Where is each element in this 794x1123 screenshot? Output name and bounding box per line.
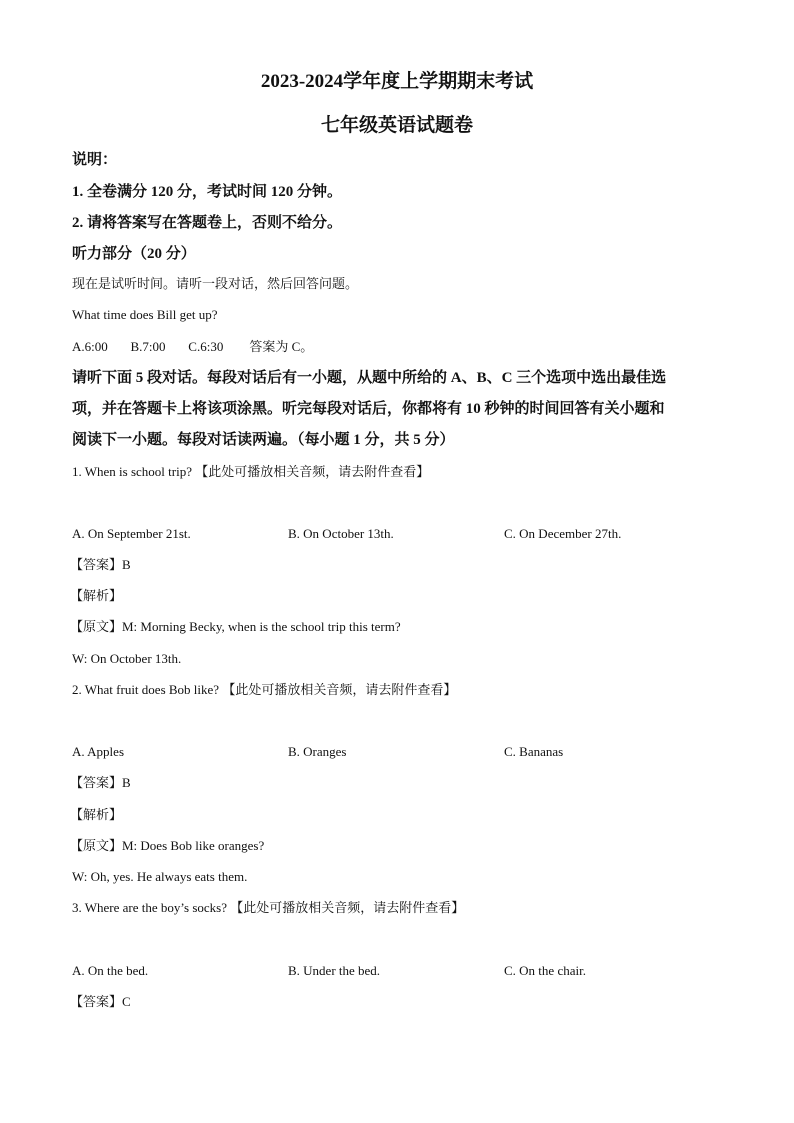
option-b: B. Under the bed. [288, 963, 381, 978]
trial-intro: 现在是试听时间。请听一段对话，然后回答问题。 [72, 276, 359, 291]
trial-option: A.6:00 [72, 339, 108, 354]
exam-title: 2023-2024学年度上学期期末考试 [260, 71, 534, 92]
option-a: A. On September 21st. [72, 526, 191, 541]
option-a: A. Apples [72, 744, 124, 759]
note-item: 2. 请将答案写在答题卷上，否则不给分。 [72, 215, 343, 231]
trial-question: What time does Bill get up? [72, 307, 218, 322]
option-c: C. On December 27th. [504, 526, 622, 541]
question-stem: 2. What fruit does Bob like? 【此处可播放相关音频，请去附件查看】 [72, 682, 457, 697]
section-instruction-line: 请听下面 5 段对话。每段对话后有一小题，从题中所给的 A、B、C 三个选项中选出最佳选 [72, 370, 667, 386]
analysis-label: 【解析】 [70, 807, 123, 822]
answer-label: 【答案】B [70, 557, 131, 572]
section-instruction-line: 项，并在答题卡上将该项涂黑。听完每段对话后，你都将有 10 秒钟的时间回答有关小题和 [72, 401, 665, 417]
answer-label: 【答案】C [70, 994, 131, 1009]
option-b: B. On October 13th. [288, 526, 394, 541]
trial-option: B.7:00 [130, 339, 166, 354]
question-stem: 1. When is school trip? 【此处可播放相关音频，请去附件查看】 [72, 464, 430, 479]
option-b: B. Oranges [288, 744, 347, 759]
question-stem: 3. Where are the boy’s socks? 【此处可播放相关音频，请去附件查看】 [72, 900, 465, 915]
transcript-line: W: Oh, yes. He always eats them. [72, 869, 248, 884]
trial-answer-note: 答案为 C。 [249, 339, 314, 354]
answer-label: 【答案】B [70, 775, 131, 790]
transcript-line: W: On October 13th. [72, 651, 182, 666]
option-c: C. On the chair. [504, 963, 586, 978]
section-instruction-line: 阅读下一小题。每段对话读两遍。（每小题 1 分，共 5 分） [72, 432, 455, 448]
trial-options [72, 338, 313, 356]
transcript-line: 【原文】M: Morning Becky, when is the school trip this term? [70, 619, 401, 634]
note-item: 1. 全卷满分 120 分，考试时间 120 分钟。 [72, 184, 343, 200]
exam-subtitle: 七年级英语试题卷 [320, 115, 473, 136]
trial-option: C.6:30 [188, 339, 224, 354]
option-c: C. Bananas [504, 744, 564, 759]
transcript-line: 【原文】M: Does Bob like oranges? [70, 838, 265, 853]
option-a: A. On the bed. [72, 963, 149, 978]
notes-heading: 说明： [72, 152, 118, 168]
listening-heading: 听力部分（20 分） [72, 246, 196, 262]
analysis-label: 【解析】 [70, 588, 123, 603]
